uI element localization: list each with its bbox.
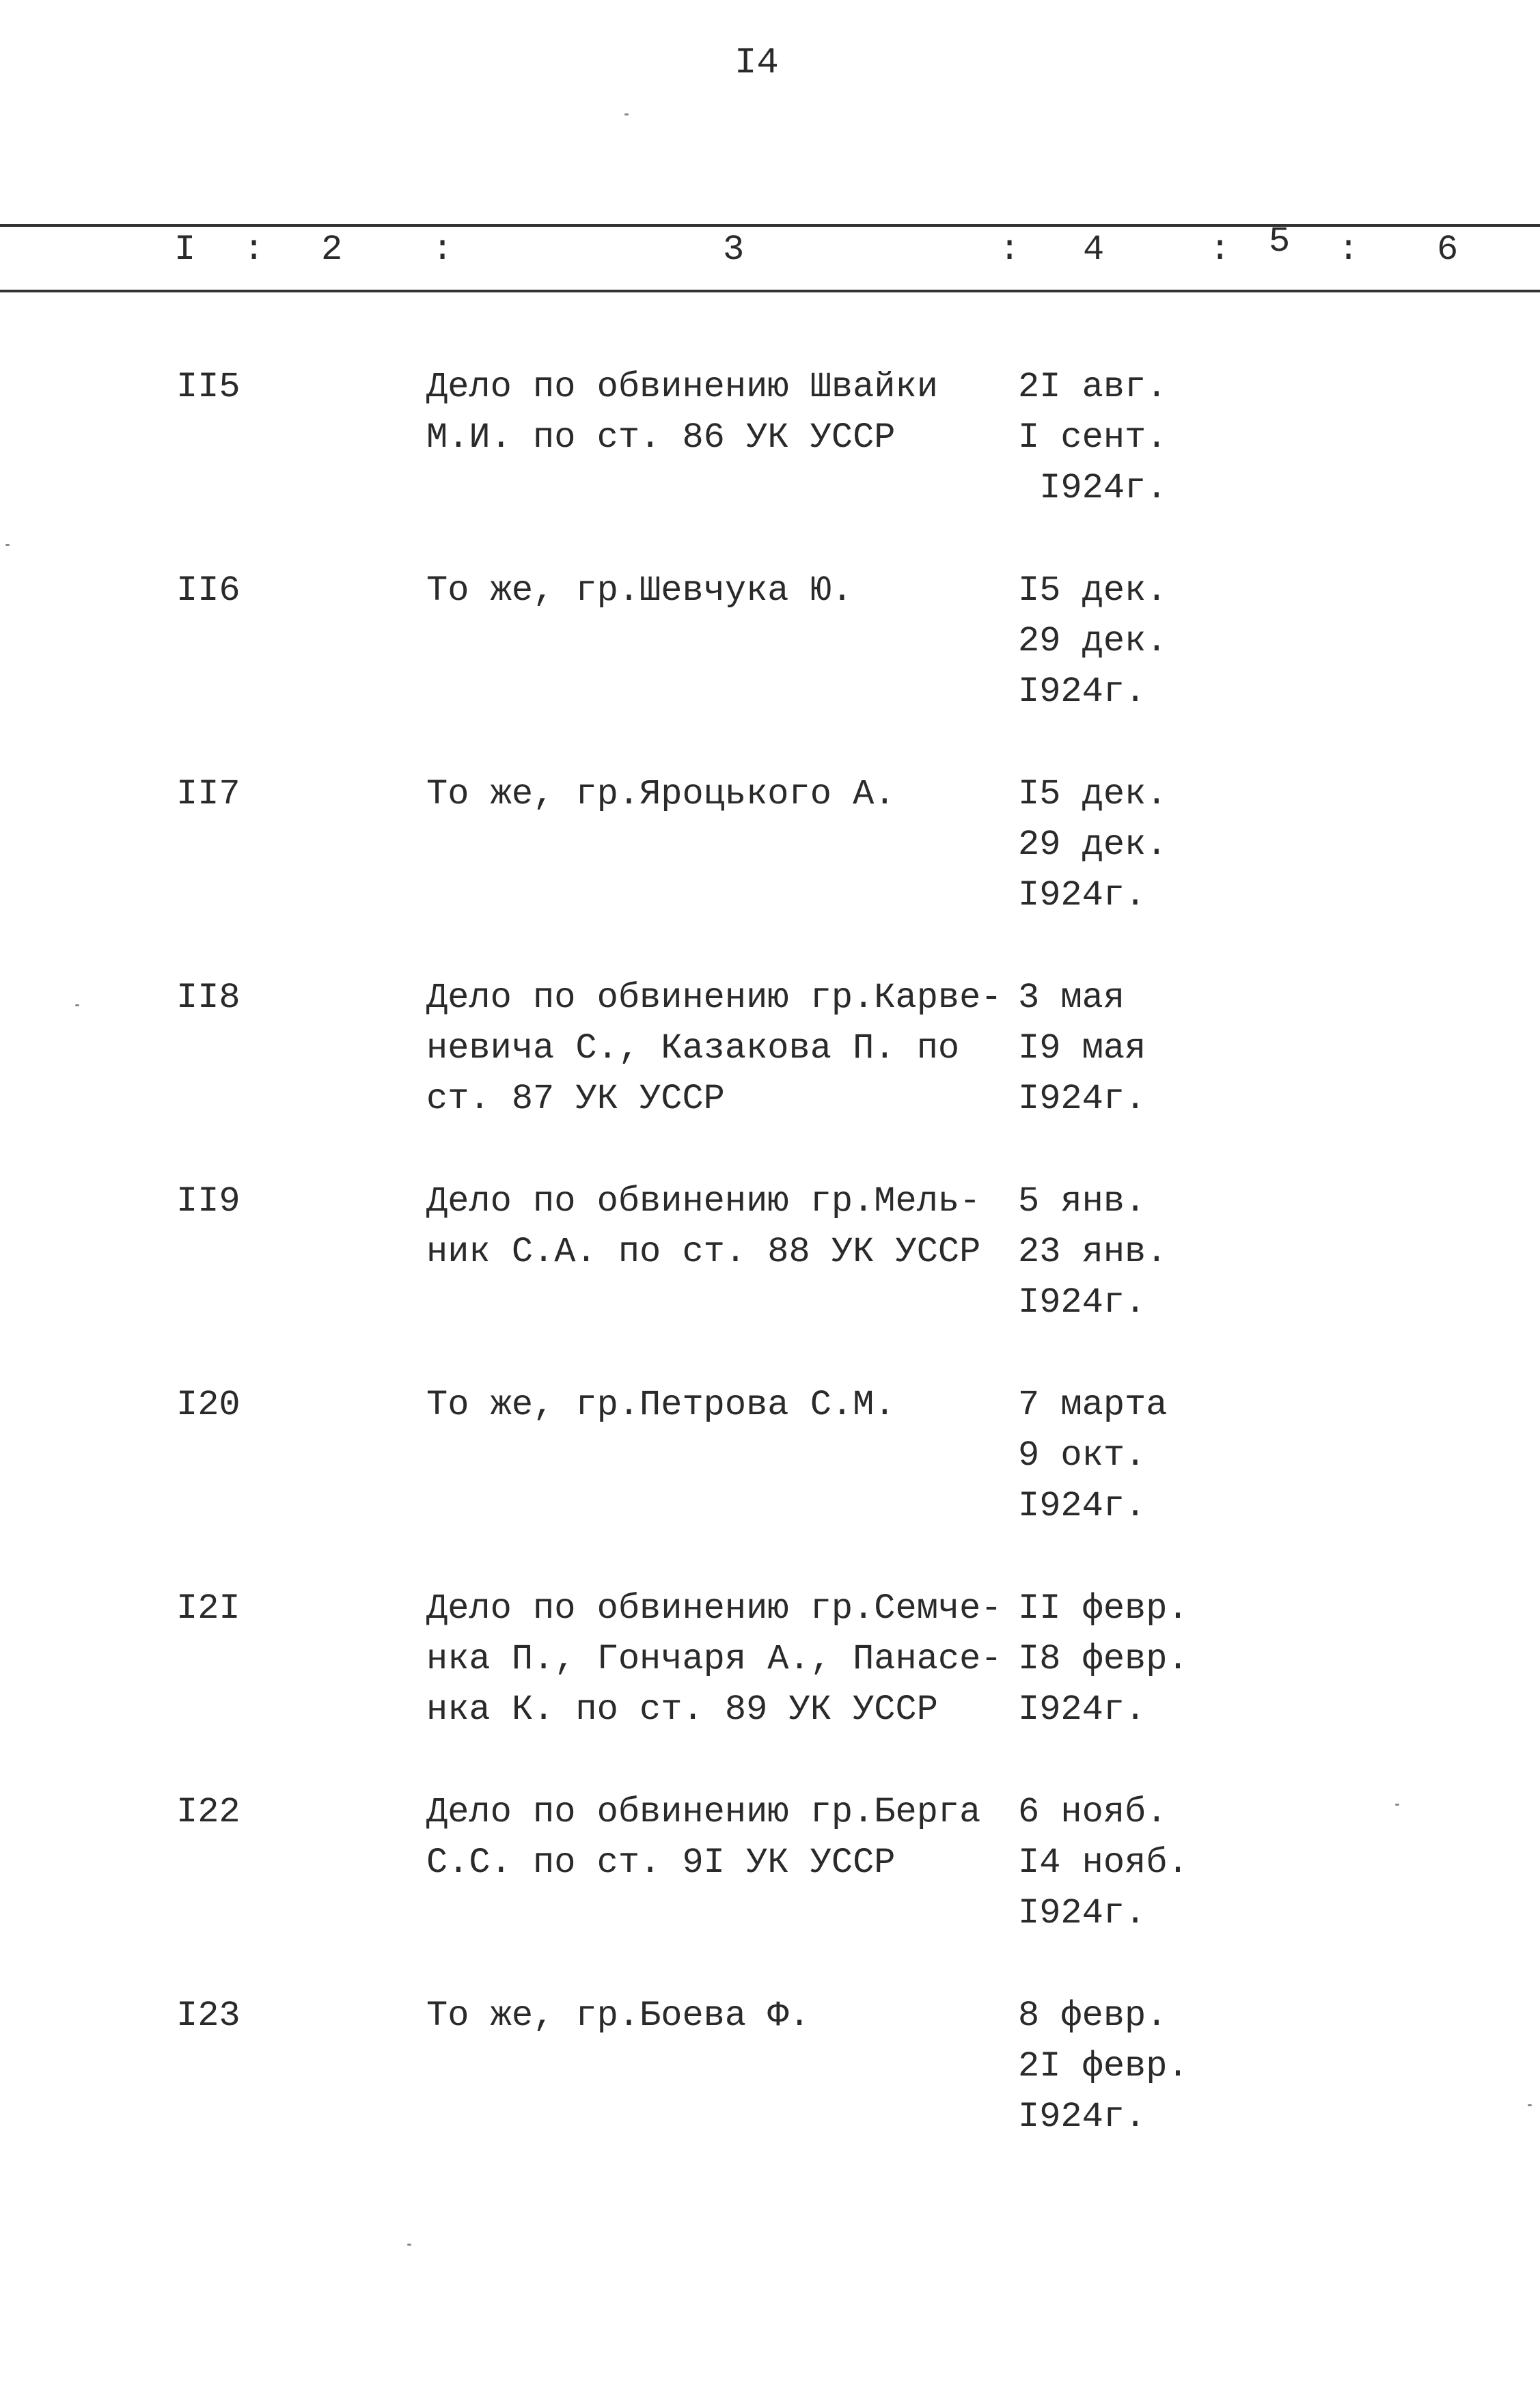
entry-date-line: 9 окт. <box>1018 1435 1146 1476</box>
entry-title <box>426 566 1014 616</box>
entry-dates <box>1018 1991 1291 2142</box>
entry-title-line: С.С. по ст. 9I УК УССР <box>426 1843 896 1883</box>
entry-date-line: I8 февр. <box>1018 1639 1189 1679</box>
header-top-rule <box>0 224 1540 227</box>
entry-title <box>426 1380 1014 1431</box>
entry-date-line: 23 янв. <box>1018 1232 1168 1272</box>
entry-number: I23 <box>176 1996 240 2036</box>
scan-speck <box>75 1004 79 1006</box>
entry-number: I22 <box>176 1792 240 1832</box>
entry-date-line: I5 дек. <box>1018 774 1168 814</box>
entry-title-line: То же, гр.Боева Ф. <box>426 1996 810 2036</box>
entry-number: II6 <box>176 570 240 611</box>
column-header-sep-1: : <box>243 230 265 270</box>
entry-date-line: I924г. <box>1018 1282 1146 1323</box>
entry-date-line: 5 янв. <box>1018 1181 1146 1222</box>
scan-speck <box>624 113 629 115</box>
entry-number: I2I <box>176 1588 240 1629</box>
column-header-4: 4 <box>1083 230 1105 270</box>
entry-title-line: То же, гр.Яроцького А. <box>426 774 896 814</box>
entry-date-line: 8 февр. <box>1018 1996 1168 2036</box>
list-item <box>0 1380 1540 1558</box>
column-header-5: 5 <box>1269 221 1291 262</box>
entry-date-line: I924г. <box>1018 1486 1146 1526</box>
entry-title-line: ст. 87 УК УССР <box>426 1079 725 1119</box>
entry-title <box>426 1176 1014 1278</box>
entry-dates <box>1018 769 1291 921</box>
column-header-sep-4: : <box>1209 230 1231 270</box>
entry-date-line: I924г. <box>1018 1079 1146 1119</box>
entry-number: II5 <box>176 367 240 407</box>
entry-title <box>426 1584 1014 1735</box>
entry-date-line: I924г. <box>1018 875 1146 915</box>
entry-date-line: I9 мая <box>1018 1028 1146 1069</box>
entry-title-line: невича С., Казакова П. по <box>426 1028 960 1069</box>
list-item <box>0 1584 1540 1761</box>
entry-title <box>426 769 1014 820</box>
entry-date-line: I5 дек. <box>1018 570 1168 611</box>
entry-title <box>426 1991 1014 2041</box>
entry-title-line: Дело по обвинению Швайки <box>426 367 938 407</box>
scan-speck <box>1528 2104 1532 2106</box>
scan-speck <box>407 2244 411 2246</box>
entry-dates <box>1018 1787 1291 1939</box>
entry-date-line: 2I авг. <box>1018 367 1168 407</box>
entry-dates <box>1018 1176 1291 1328</box>
entry-dates <box>1018 362 1291 514</box>
entry-dates <box>1018 973 1291 1125</box>
scan-speck <box>1395 1804 1399 1806</box>
entry-title <box>426 1787 1014 1888</box>
entry-date-line: I924г. <box>1018 468 1168 508</box>
entry-number: II7 <box>176 774 240 814</box>
list-item <box>0 1991 1540 2168</box>
list-item <box>0 1176 1540 1354</box>
column-header-3: 3 <box>723 230 745 270</box>
entry-title <box>426 973 1014 1125</box>
entry-date-line: I924г. <box>1018 2097 1146 2137</box>
column-header-2: 2 <box>321 230 343 270</box>
entry-number: I20 <box>176 1385 240 1425</box>
entry-title-line: М.И. по ст. 86 УК УССР <box>426 417 896 458</box>
entry-date-line: 3 мая <box>1018 978 1125 1018</box>
entry-date-line: II февр. <box>1018 1588 1189 1629</box>
column-header-sep-3: : <box>999 230 1021 270</box>
entry-date-line: I924г. <box>1018 672 1146 712</box>
column-header-6: 6 <box>1437 230 1459 270</box>
list-item <box>0 362 1540 540</box>
list-item <box>0 769 1540 947</box>
entry-date-line: 29 дек. <box>1018 621 1168 661</box>
entry-number: II9 <box>176 1181 240 1222</box>
page-number: I4 <box>734 42 779 84</box>
entry-title <box>426 362 1014 463</box>
entry-date-line: 7 марта <box>1018 1385 1168 1425</box>
column-header-sep-5: : <box>1338 230 1360 270</box>
entry-date-line: 6 нояб. <box>1018 1792 1168 1832</box>
entry-date-line: 29 дек. <box>1018 825 1168 865</box>
entry-title-line: нка П., Гончаря А., Панасе- <box>426 1639 1002 1679</box>
entry-dates <box>1018 566 1291 717</box>
entry-title-line: Дело по обвинению гр.Берга <box>426 1792 981 1832</box>
entry-dates <box>1018 1584 1291 1735</box>
list-item <box>0 1787 1540 1965</box>
entry-title-line: Дело по обвинению гр.Мель- <box>426 1181 981 1222</box>
scan-speck <box>5 544 10 546</box>
entry-title-line: ник С.А. по ст. 88 УК УССР <box>426 1232 981 1272</box>
entry-date-line: 2I февр. <box>1018 2046 1189 2086</box>
entry-dates <box>1018 1380 1291 1532</box>
entry-date-line: I4 нояб. <box>1018 1843 1189 1883</box>
header-bottom-rule <box>0 290 1540 292</box>
entry-date-line: I сент. <box>1018 417 1168 458</box>
entry-date-line: I924г. <box>1018 1690 1146 1730</box>
list-item <box>0 973 1540 1150</box>
entry-title-line: То же, гр.Шевчука Ю. <box>426 570 853 611</box>
entry-number: II8 <box>176 978 240 1018</box>
column-header-sep-2: : <box>432 230 454 270</box>
entry-title-line: нка К. по ст. 89 УК УССР <box>426 1690 938 1730</box>
list-item <box>0 566 1540 743</box>
entry-date-line: I924г. <box>1018 1893 1146 1933</box>
entry-title-line: Дело по обвинению гр.Семче- <box>426 1588 1002 1629</box>
entry-title-line: То же, гр.Петрова С.М. <box>426 1385 896 1425</box>
column-header-1: I <box>174 230 196 270</box>
entry-title-line: Дело по обвинению гр.Карве- <box>426 978 1002 1018</box>
